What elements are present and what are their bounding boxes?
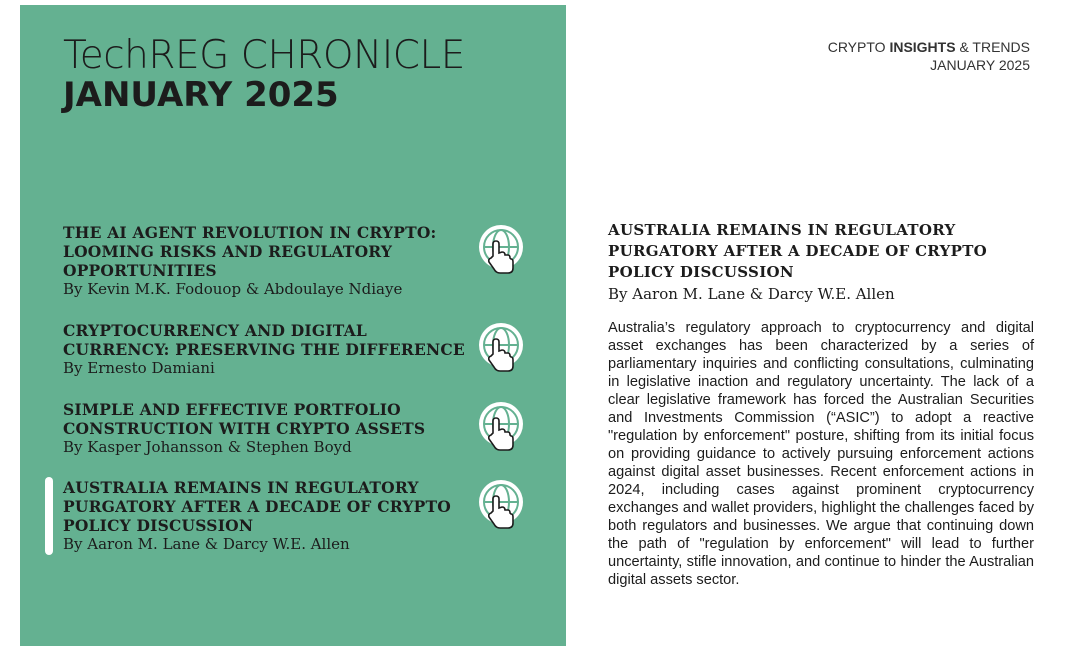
article-item[interactable]: [63, 478, 473, 554]
article-item[interactable]: [63, 223, 473, 299]
article-item[interactable]: [63, 400, 473, 457]
globe-pointer-icon[interactable]: [475, 478, 527, 530]
article-title[interactable]: CRYPTOCURRENCY AND DIGITAL CURRENCY: PRESERVING THE DIFFERENCE: [63, 321, 465, 359]
active-indicator: [45, 477, 53, 555]
article-authors: By Kevin M.K. Fodouop & Abdoulaye Ndiaye: [63, 280, 403, 298]
article-item[interactable]: [63, 321, 473, 378]
detail-abstract: Australia’s regulatory approach to cryptocurrency and digital asset exchanges has been characterized by a series of parliamentary inquiries and conflicting consultations, culminating in legislative inaction and regulatory uncertainty. The lack of a clear legislative framework has forced the Australian Securities and Investments Commission (“ASIC”) to adopt a reactive "regulation by enforcement" posture, shifting from its initial focus on providing guidance to actively pursuing enforcement actions against digital asset businesses. Recent enforcement actions in 2024, including cases against prominent cryptocurrency exchanges and wallet providers, highlight the challenges faced by both regulators and businesses. We argue that continuing down the path of "regulation by enforcement" will lead to further uncertainty, stifle innovation, and continue to hinder the Australian digital assets sector.: [608, 320, 1034, 588]
detail-authors: By Aaron M. Lane & Darcy W.E. Allen: [608, 285, 895, 303]
section-header-strong: INSIGHTS: [889, 39, 956, 55]
globe-pointer-icon[interactable]: [475, 400, 527, 452]
article-authors: By Ernesto Damiani: [63, 359, 215, 377]
publication-name: TechREG CHRONICLE: [63, 33, 465, 78]
section-header-line1: [828, 38, 1030, 56]
article-authors: By Kasper Johansson & Stephen Boyd: [63, 438, 352, 456]
article-title[interactable]: SIMPLE AND EFFECTIVE PORTFOLIO CONSTRUCTION WITH CRYPTO ASSETS: [63, 400, 426, 438]
globe-pointer-icon[interactable]: [475, 223, 527, 275]
section-header-prefix: CRYPTO: [827, 39, 886, 55]
section-header: [828, 38, 1030, 74]
globe-pointer-icon[interactable]: [475, 321, 527, 373]
detail-title: AUSTRALIA REMAINS IN REGULATORY PURGATORY AFTER A DECADE OF CRYPTO POLICY DISCUSSION: [608, 221, 988, 281]
article-title[interactable]: THE AI AGENT REVOLUTION IN CRYPTO: LOOMING RISKS AND REGULATORY OPPORTUNITIES: [63, 223, 437, 280]
article-title[interactable]: AUSTRALIA REMAINS IN REGULATORY PURGATORY AFTER A DECADE OF CRYPTO POLICY DISCUSSION: [63, 478, 451, 535]
issue-date: JANUARY 2025: [63, 75, 339, 115]
section-header-date: JANUARY 2025: [930, 57, 1030, 73]
article-authors: By Aaron M. Lane & Darcy W.E. Allen: [63, 535, 350, 553]
section-header-suffix: & TRENDS: [959, 39, 1030, 55]
article-detail: [608, 220, 1034, 589]
